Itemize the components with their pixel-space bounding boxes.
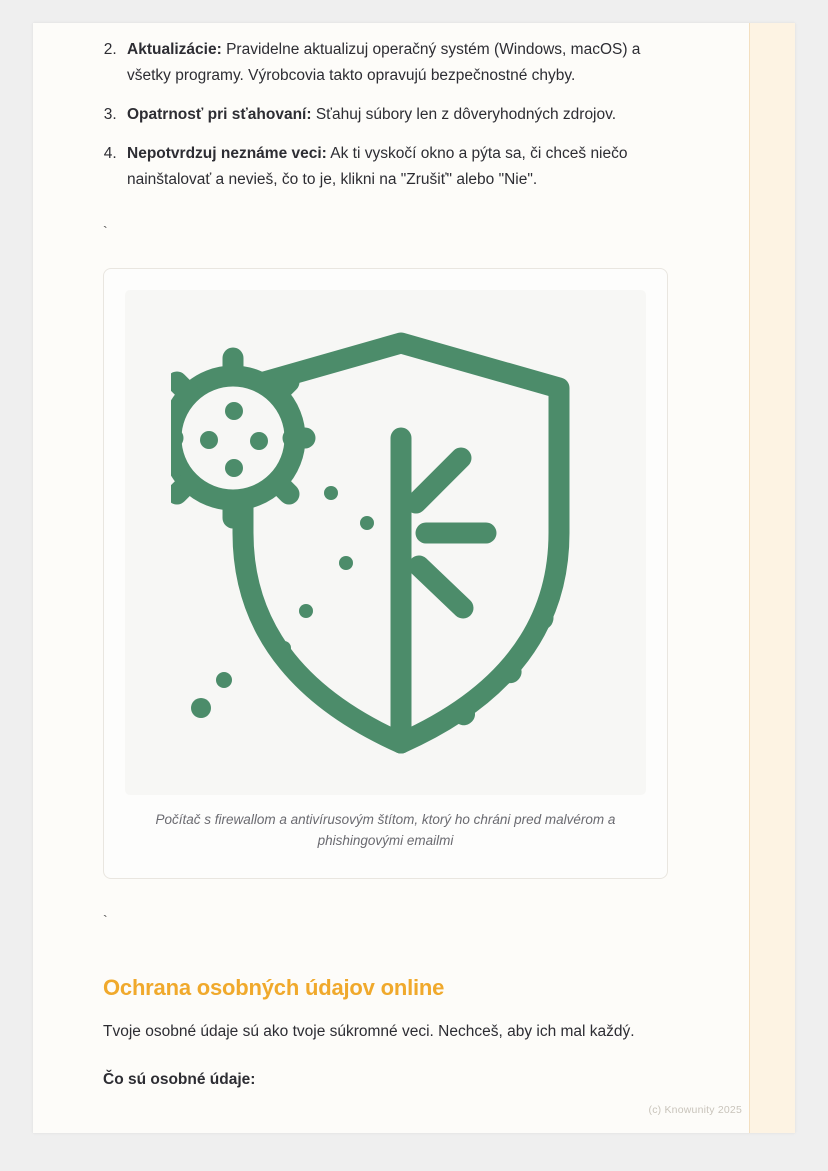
figure-image-area: [125, 290, 646, 795]
list-item-title: Opatrnosť pri sťahovaní:: [127, 106, 312, 123]
list-item: [121, 141, 680, 193]
copyright-label: (c) Knowunity 2025: [648, 1104, 742, 1116]
page-content: [33, 23, 750, 1093]
list-item: [121, 102, 680, 128]
page-side-strip: [749, 23, 795, 1133]
figure-caption: Počítač s firewallom a antivírusovým štítom, ktorý ho chráni pred malvérom a phishingovými emailmi: [155, 812, 616, 848]
section-subheading: Čo sú osobné údaje:: [103, 1071, 256, 1088]
list-item-title: Aktualizácie:: [127, 41, 222, 58]
section-title: Ochrana osobných údajov online: [103, 975, 445, 1000]
figure-card: [103, 268, 668, 879]
shield-virus-icon: [171, 318, 601, 768]
list-item: [121, 37, 680, 89]
numbered-list: [33, 23, 750, 193]
section-paragraph: Tvoje osobné údaje sú ako tvoje súkromné veci. Nechceš, aby ich mal každý.: [103, 1023, 635, 1040]
stray-backtick-bottom: `: [103, 912, 108, 928]
page-surface: [33, 23, 795, 1133]
list-item-text: Ak ti vyskočí okno a pýta sa, či chceš niečo nainštalovať a nevieš, čo to je, klikni na "Zrušiť" alebo "Nie".: [127, 145, 628, 188]
list-item-text: Pravidelne aktualizuj operačný systém (Windows, macOS) a všetky programy. Výrobcovia takto opravujú bezpečnostné chyby.: [127, 41, 641, 84]
list-item-title: Nepotvrdzuj neznáme veci:: [127, 145, 327, 162]
list-item-text: Sťahuj súbory len z dôveryhodných zdrojov.: [311, 106, 617, 123]
document-page: [33, 23, 795, 1133]
stray-backtick-top: `: [103, 223, 108, 239]
